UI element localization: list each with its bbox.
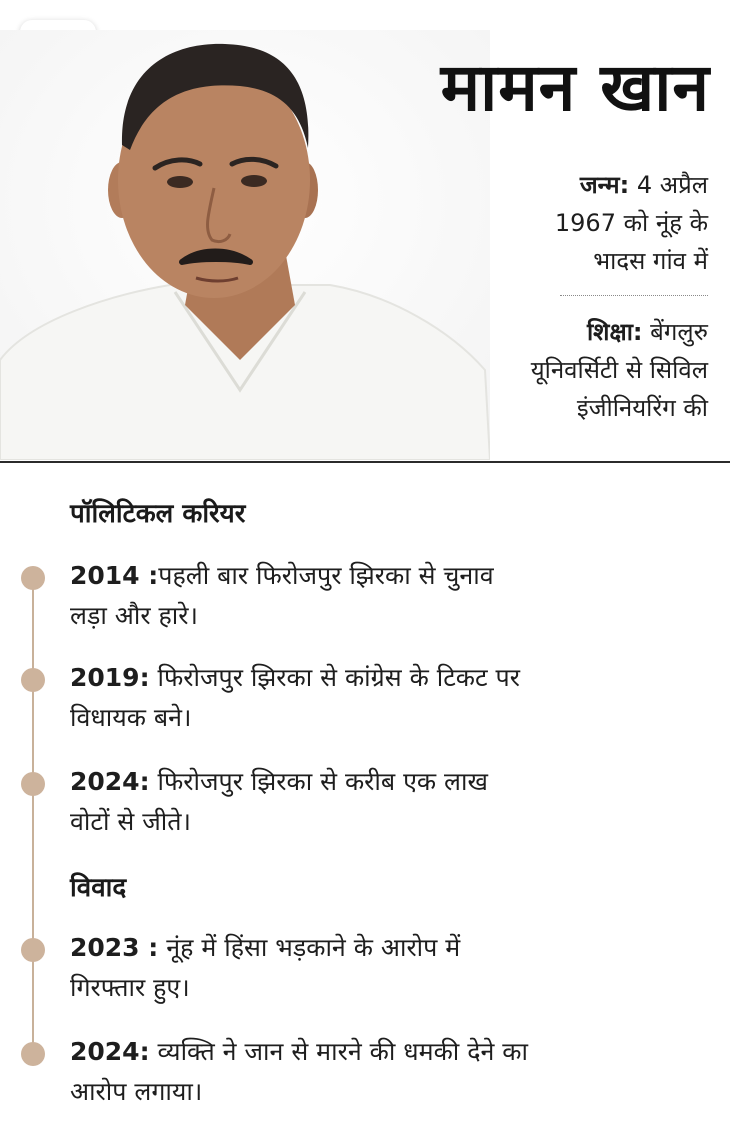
career-entry-2024 xyxy=(70,762,630,842)
entry-line-2: लड़ा और हारे। xyxy=(70,601,198,630)
entry-text: व्यक्ति ने जान से मारने की धमकी देने का xyxy=(149,1037,528,1066)
entry-text: फिरोजपुर झिरका से करीब एक लाख xyxy=(149,767,488,796)
birth-line-1 xyxy=(448,166,708,204)
portrait-photo xyxy=(0,30,490,460)
header-divider xyxy=(0,461,730,463)
entry-year: 2024: xyxy=(70,1037,150,1066)
birth-label: जन्म: xyxy=(579,171,630,199)
fact-divider xyxy=(560,295,708,296)
timeline-line xyxy=(32,576,34,1054)
birth-text-1: 4 अप्रैल xyxy=(629,171,708,199)
entry-line-2: वोटों से जीते। xyxy=(70,807,191,836)
dispute-entry-2023 xyxy=(70,928,630,1008)
entry-year: 2024: xyxy=(70,767,150,796)
education-line-1 xyxy=(448,313,708,351)
entry-text: नूंह में हिंसा भड़काने के आरोप में xyxy=(158,933,461,962)
entry-year: 2019: xyxy=(70,663,150,692)
entry-line-2: आरोप लगाया। xyxy=(70,1077,203,1106)
entry-line-1 xyxy=(70,658,630,698)
entry-line-1 xyxy=(70,762,630,802)
education-text-1: बेंगलुरु xyxy=(642,318,708,346)
timeline-dot xyxy=(21,566,45,590)
entry-year: 2023 : xyxy=(70,933,159,962)
education-text-3: इंजीनियरिंग की xyxy=(576,394,708,422)
career-entry-2019 xyxy=(70,658,630,738)
education-info xyxy=(448,313,708,427)
dispute-heading: विवाद xyxy=(70,873,127,903)
birth-info xyxy=(448,166,708,280)
timeline-dot xyxy=(21,668,45,692)
entry-line-1 xyxy=(70,928,630,968)
birth-text-2: 1967 को नूंह के xyxy=(554,209,708,237)
entry-line-2: गिरफ्तार हुए। xyxy=(70,973,190,1002)
entry-text: पहली बार फिरोजपुर झिरका से चुनाव xyxy=(158,561,494,590)
career-entry-2014 xyxy=(70,556,630,636)
entry-year: 2014 : xyxy=(70,561,159,590)
entry-text: फिरोजपुर झिरका से कांग्रेस के टिकट पर xyxy=(149,663,520,692)
career-heading: पॉलिटिकल करियर xyxy=(70,499,246,529)
entry-line-1 xyxy=(70,1032,630,1072)
person-name: मामन खान xyxy=(440,49,710,126)
entry-line-1 xyxy=(70,556,630,596)
timeline-dot xyxy=(21,938,45,962)
birth-text-3: भादस गांव में xyxy=(593,247,708,275)
timeline-dot xyxy=(21,1042,45,1066)
education-text-2: यूनिवर्सिटी से सिविल xyxy=(530,356,708,384)
dispute-entry-2024 xyxy=(70,1032,630,1112)
education-label: शिक्षा: xyxy=(586,318,643,346)
entry-line-2: विधायक बने। xyxy=(70,703,192,732)
timeline-dot xyxy=(21,772,45,796)
